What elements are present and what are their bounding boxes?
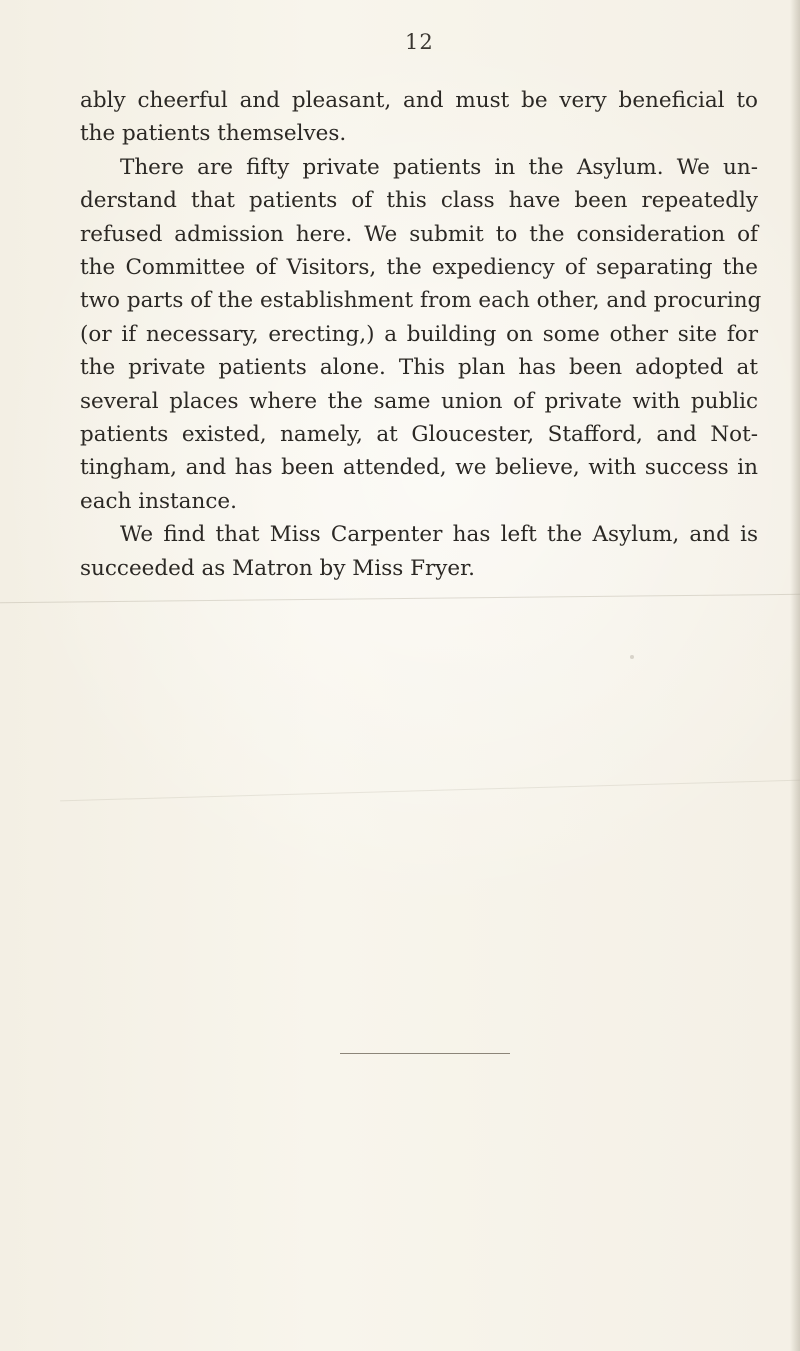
text-line: succeeded as Matron by Miss Fryer.	[80, 555, 475, 581]
page-number: 12	[405, 30, 434, 54]
text-line: the Committee of Visitors, the expediency of separating the	[80, 255, 758, 281]
closing-rule	[340, 1053, 510, 1054]
text-line: each instance.	[80, 488, 237, 514]
text-line: refused admission here. We submit to the consideration of	[80, 221, 758, 247]
page-edge-shadow	[790, 0, 800, 1351]
text-line: There are fifty private patients in the Asylum. We un-	[120, 154, 758, 180]
body-text	[80, 84, 762, 585]
text-line: the patients themselves.	[80, 121, 347, 147]
text-line: derstand that patients of this class have been repeatedly	[80, 188, 758, 214]
text-line: We find that Miss Carpenter has left the Asylum, and is	[120, 522, 758, 548]
text-line: the private patients alone. This plan has been adopted at	[80, 355, 758, 381]
ink-speck	[630, 655, 634, 659]
paper-crease	[60, 780, 800, 802]
text-line: patients existed, namely, at Gloucester, Stafford, and Not-	[80, 422, 758, 448]
text-line: (or if necessary, erecting,) a building on some other site for	[80, 321, 758, 347]
text-line: several places where the same union of private with public	[80, 388, 758, 414]
text-line: tingham, and has been attended, we believe, with success in	[80, 455, 758, 481]
text-line: ably cheerful and pleasant, and must be very beneficial to	[80, 88, 758, 113]
paper-crease	[0, 594, 800, 603]
text-line: two parts of the establishment from each other, and procuring	[80, 288, 762, 314]
